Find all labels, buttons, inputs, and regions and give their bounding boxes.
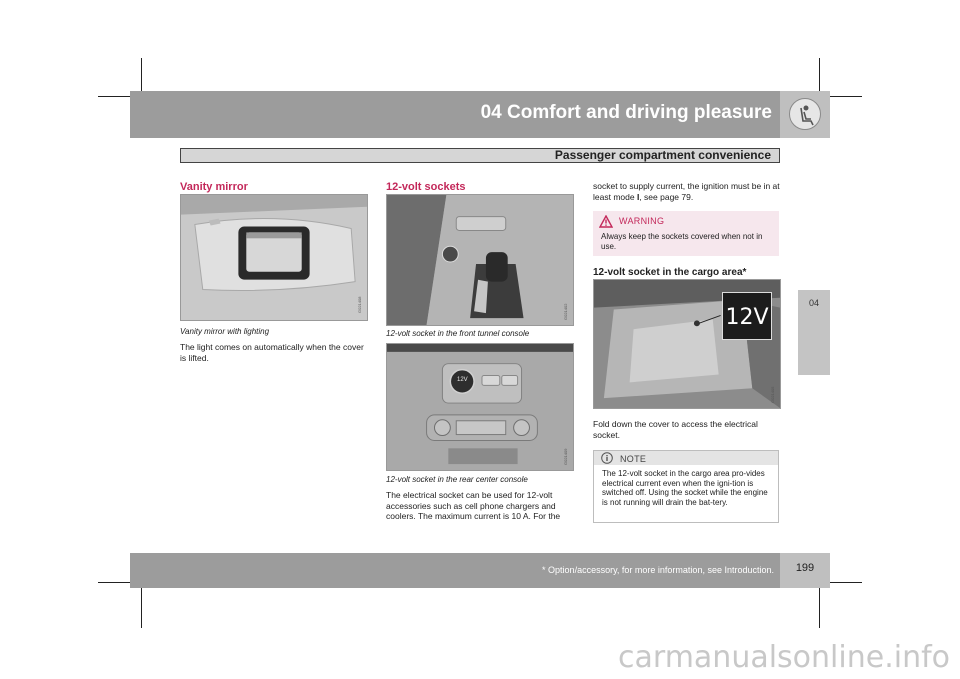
cargo-12v-badge: [722, 292, 772, 340]
note-label: NOTE: [620, 454, 647, 464]
vanity-mirror-heading: Vanity mirror: [180, 181, 248, 193]
rear-socket-caption: 12-volt socket in the rear center console: [386, 475, 528, 484]
cargo-socket-heading: 12-volt socket in the cargo area*: [593, 267, 747, 278]
watermark: carmanualsonline.info: [618, 640, 950, 675]
info-icon: [601, 452, 613, 464]
chapter-tab-label: 04: [808, 298, 819, 308]
footer-band: [130, 553, 830, 588]
page-number: 199: [795, 562, 815, 574]
socket-12v-label: 12V: [457, 377, 468, 383]
warning-box: [593, 211, 779, 256]
seat-occupant-icon: [789, 98, 821, 130]
front-socket-figure: [386, 194, 574, 326]
ignition-text-b: , see page 79.: [639, 191, 694, 202]
figure-code: G021409: [563, 448, 568, 465]
cargo-socket-figure: [593, 279, 781, 409]
cargo-socket-body: Fold down the cover to access the electrical socket.: [593, 419, 758, 440]
vanity-mirror-caption: Vanity mirror with lighting: [180, 327, 270, 336]
warning-label: WARNING: [619, 216, 665, 226]
figure-code: G021408: [357, 296, 362, 313]
footer-note: * Option/accessory, for more information, see Introduction.: [542, 565, 774, 575]
page-number-box: [780, 553, 830, 588]
section-title: Passenger compartment convenience: [554, 148, 771, 162]
ignition-mode: I: [636, 191, 640, 202]
warning-text: Always keep the sockets covered when not in use.: [601, 232, 763, 251]
sockets-heading: 12-volt sockets: [386, 181, 466, 193]
figure-code: G021402: [563, 303, 568, 320]
rear-socket-figure: [386, 343, 574, 471]
chapter-icon-box: [780, 91, 830, 138]
chapter-title: 04 Comfort and driving pleasure: [480, 102, 772, 123]
vanity-mirror-figure: [180, 194, 368, 321]
ignition-text-a: socket to supply current, the ignition must be in at least mode: [593, 181, 780, 202]
warning-triangle-icon: [599, 215, 613, 228]
chapter-tab[interactable]: [798, 290, 830, 375]
front-socket-caption: 12-volt socket in the front tunnel console: [386, 329, 530, 338]
sockets-body: The electrical socket can be used for 12-volt accessories such as cell phone chargers and coolers. The maximum current is 10 A. For the: [386, 490, 561, 522]
note-box: [593, 450, 779, 523]
note-text: The 12-volt socket in the cargo area pro-vides electrical current even when the igni-tion is switched off. Using the socket while the engine is not running will drain the bat-tery.: [602, 469, 768, 507]
section-header: [180, 148, 780, 163]
ignition-body: [593, 181, 781, 202]
figure-code: G021405: [770, 386, 775, 403]
header-band: [130, 91, 830, 138]
note-header: [594, 451, 778, 465]
cargo-12v-badge-label: 12V: [725, 305, 769, 330]
vanity-mirror-body: The light comes on automatically when the cover is lifted.: [180, 342, 364, 363]
